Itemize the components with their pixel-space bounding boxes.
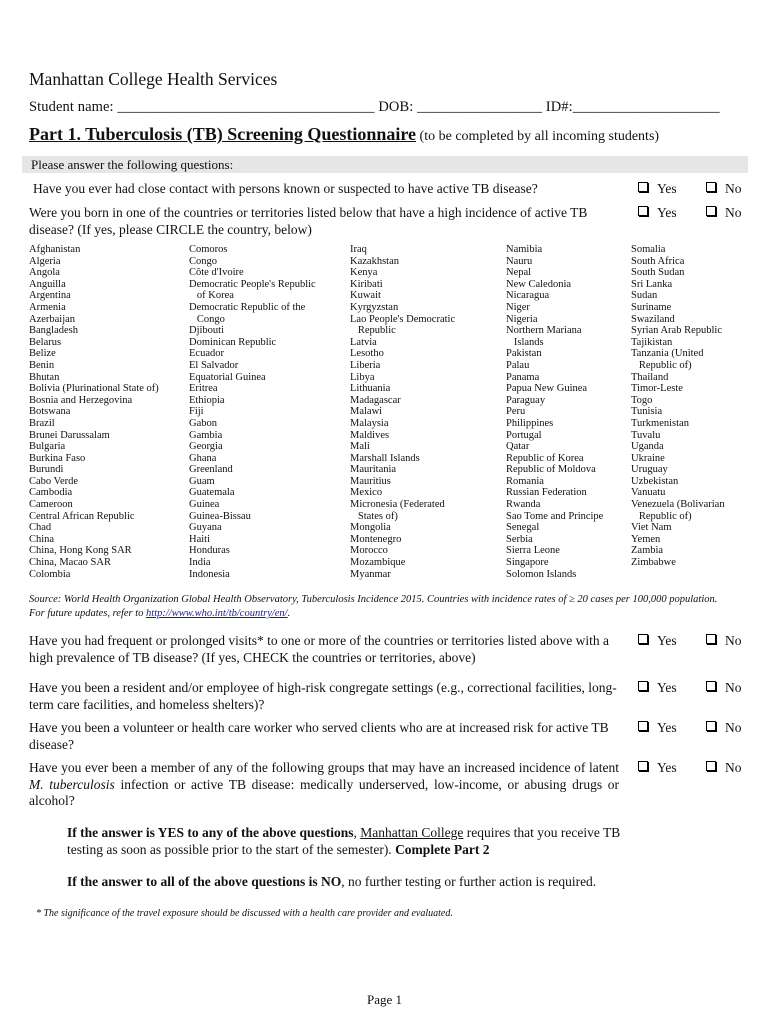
- country-item[interactable]: Thailand: [631, 371, 669, 383]
- country-list-col4: [506, 244, 603, 580]
- country-item[interactable]: Republic of Moldova: [506, 464, 596, 476]
- country-item[interactable]: Paraguay: [506, 394, 546, 406]
- student-info-line: Student name: ___________________________________ DOB: _________________ ID#:____________________: [29, 99, 720, 115]
- country-item[interactable]: Guatemala: [189, 487, 235, 499]
- question-frequent-visits: Have you had frequent or prolonged visits* to one or more of the countries or territories listed above with a high prevalence of TB disease? (If yes, CHECK the countries or territories, above): [29, 633, 609, 665]
- country-item[interactable]: El Salvador: [189, 359, 239, 371]
- country-item[interactable]: Sri Lanka: [631, 278, 673, 290]
- checkbox-icon[interactable]: [638, 761, 648, 771]
- country-item[interactable]: Mexico: [350, 487, 383, 499]
- no-instruction-body: , no further testing or further action is required.: [341, 874, 597, 889]
- country-item[interactable]: Angola: [29, 267, 60, 279]
- country-item[interactable]: Tuvalu: [631, 429, 661, 441]
- country-item[interactable]: Argentina: [29, 290, 71, 302]
- q6-no-option[interactable]: [706, 760, 742, 776]
- country-item[interactable]: Brunei Darussalam: [29, 429, 110, 441]
- part1-heading: [29, 124, 659, 145]
- country-item[interactable]: Uruguay: [631, 464, 668, 476]
- country-item[interactable]: Democratic Republic of the: [189, 301, 306, 313]
- country-item[interactable]: China, Macao SAR: [29, 557, 111, 569]
- country-item[interactable]: Vanuatu: [631, 487, 666, 499]
- country-list-col1: [29, 244, 159, 580]
- country-item[interactable]: Cabo Verde: [29, 475, 79, 487]
- country-item[interactable]: Malawi: [350, 406, 383, 418]
- country-list-col2: [189, 244, 316, 580]
- no-label: No: [725, 720, 742, 735]
- checkbox-icon[interactable]: [706, 721, 716, 731]
- country-item[interactable]: Georgia: [189, 441, 223, 453]
- country-item[interactable]: Bhutan: [29, 371, 60, 383]
- country-item[interactable]: Venezuela (Bolivarian: [631, 499, 725, 511]
- country-item[interactable]: Dominican Republic: [189, 336, 277, 348]
- country-item[interactable]: Kuwait: [350, 290, 381, 302]
- country-item[interactable]: Mauritania: [350, 464, 397, 476]
- country-item[interactable]: Equatorial Guinea: [189, 371, 266, 383]
- country-item[interactable]: Swaziland: [631, 313, 675, 325]
- country-item[interactable]: Azerbaijan: [29, 313, 76, 325]
- country-item[interactable]: Republic of Korea: [506, 452, 584, 464]
- country-item[interactable]: Panama: [506, 371, 540, 383]
- country-item[interactable]: Burkina Faso: [29, 452, 86, 464]
- country-item[interactable]: Timor-Leste: [631, 383, 683, 395]
- country-item[interactable]: Islands: [506, 336, 544, 348]
- country-item[interactable]: Malaysia: [350, 417, 389, 429]
- q5-no-option[interactable]: [706, 720, 742, 736]
- country-item[interactable]: Guyana: [189, 522, 222, 534]
- part1-subtitle: (to be completed by all incoming students): [416, 129, 660, 144]
- q6-yes-option[interactable]: [638, 760, 677, 776]
- country-item[interactable]: Nigeria: [506, 313, 538, 325]
- country-item[interactable]: Cameroon: [29, 499, 73, 511]
- country-item[interactable]: India: [189, 557, 211, 569]
- country-item[interactable]: Nauru: [506, 255, 533, 267]
- country-item[interactable]: Portugal: [506, 429, 542, 441]
- country-item[interactable]: States of): [350, 510, 398, 522]
- country-item[interactable]: Iraq: [350, 244, 367, 255]
- country-item[interactable]: of Korea: [189, 290, 234, 302]
- country-item[interactable]: Guinea: [189, 499, 220, 511]
- country-item[interactable]: Sierra Leone: [506, 545, 560, 557]
- country-item[interactable]: Latvia: [350, 336, 377, 348]
- country-item[interactable]: Togo: [631, 394, 653, 406]
- no-instruction-lead: If the answer to all of the above questions is NO: [67, 874, 342, 889]
- country-item[interactable]: Ghana: [189, 452, 217, 464]
- country-item[interactable]: Zimbabwe: [631, 557, 676, 569]
- country-item[interactable]: Republic of): [631, 359, 692, 371]
- country-item[interactable]: Greenland: [189, 464, 233, 476]
- checkbox-icon[interactable]: [638, 206, 648, 216]
- q3-no-option[interactable]: [706, 633, 742, 649]
- country-item[interactable]: Fiji: [189, 406, 204, 418]
- page-number: Page 1: [367, 992, 403, 1007]
- institution-title: Manhattan College Health Services: [29, 69, 278, 89]
- country-item[interactable]: Mongolia: [350, 522, 391, 534]
- no-label: No: [725, 205, 742, 220]
- country-item[interactable]: Mali: [350, 441, 370, 453]
- yes-label: Yes: [657, 720, 677, 735]
- question-congregate-settings: Have you been a resident and/or employee of high-risk congregate settings (e.g., correctional facilities, long-term care facilities, and homeless shelters)?: [29, 680, 617, 712]
- country-item[interactable]: Russian Federation: [506, 487, 587, 499]
- q6-emphasis: M. tuberculosis: [29, 776, 115, 792]
- country-item[interactable]: Montenegro: [350, 533, 402, 545]
- question-health-care-worker: Have you been a volunteer or health care worker who served clients who are at increased risk for active TB disease?: [29, 720, 609, 752]
- country-item[interactable]: Maldives: [350, 429, 390, 441]
- country-item[interactable]: Sudan: [631, 290, 658, 302]
- country-item[interactable]: Lesotho: [350, 348, 384, 360]
- no-label: No: [725, 181, 742, 196]
- country-list-col3: [350, 244, 455, 580]
- country-item[interactable]: Gabon: [189, 417, 217, 429]
- country-item[interactable]: South Sudan: [631, 267, 685, 279]
- country-item[interactable]: Mauritius: [350, 475, 391, 487]
- country-item[interactable]: Belarus: [29, 336, 62, 348]
- country-item[interactable]: Morocco: [350, 545, 388, 557]
- country-item[interactable]: Côte d'Ivoire: [189, 267, 244, 279]
- country-item[interactable]: Burundi: [29, 464, 64, 476]
- country-item[interactable]: Nicaragua: [506, 290, 550, 302]
- country-item[interactable]: Tajikistan: [631, 336, 673, 348]
- country-item[interactable]: Kiribati: [350, 278, 383, 290]
- no-label: No: [725, 633, 742, 648]
- q5-yes-option[interactable]: [638, 720, 677, 736]
- checkbox-icon[interactable]: [706, 206, 716, 216]
- country-item[interactable]: Marshall Islands: [350, 452, 420, 464]
- country-item[interactable]: Colombia: [29, 568, 71, 580]
- country-item[interactable]: Suriname: [631, 301, 672, 313]
- country-item[interactable]: New Caledonia: [506, 278, 572, 290]
- country-item[interactable]: Papua New Guinea: [506, 383, 588, 395]
- country-item[interactable]: Guam: [189, 475, 215, 487]
- country-item[interactable]: Congo: [189, 313, 225, 325]
- country-item[interactable]: Kyrgyzstan: [350, 301, 399, 313]
- country-item[interactable]: Belize: [29, 348, 56, 360]
- country-item[interactable]: Ethiopia: [189, 394, 225, 406]
- country-item[interactable]: Kazakhstan: [350, 255, 399, 267]
- country-item[interactable]: Indonesia: [189, 568, 230, 580]
- complete-part2: Complete Part 2: [395, 841, 490, 857]
- q6-text-a: Have you ever been a member of any of the following groups that may have an increased incidence of latent: [29, 760, 619, 775]
- country-item[interactable]: Micronesia (Federated: [350, 499, 445, 511]
- country-item[interactable]: Turkmenistan: [631, 417, 689, 429]
- country-item[interactable]: Ukraine: [631, 452, 665, 464]
- country-item[interactable]: Botswana: [29, 406, 71, 418]
- country-item[interactable]: Nepal: [506, 267, 532, 279]
- footnote: * The significance of the travel exposure should be discussed with a health care provider and evaluated.: [36, 908, 453, 919]
- yes-instruction: [67, 825, 657, 858]
- country-item[interactable]: Uzbekistan: [631, 475, 679, 487]
- country-list-col5: [631, 244, 725, 569]
- country-item[interactable]: Lao People's Democratic: [350, 313, 456, 325]
- country-item[interactable]: Tanzania (United: [631, 348, 704, 360]
- question-close-contact: Have you ever had close contact with persons known or suspected to have active TB disease?: [33, 181, 538, 196]
- yes-label: Yes: [657, 633, 677, 648]
- country-item[interactable]: Bulgaria: [29, 441, 66, 453]
- country-item[interactable]: Benin: [29, 359, 55, 371]
- country-item[interactable]: Guinea-Bissau: [189, 510, 251, 522]
- question-high-risk-groups: [29, 760, 619, 810]
- country-item[interactable]: Northern Mariana: [506, 325, 582, 337]
- checkbox-icon[interactable]: [638, 681, 648, 691]
- country-item[interactable]: Myanmar: [350, 568, 391, 580]
- checkbox-icon[interactable]: [706, 634, 716, 644]
- country-item[interactable]: Madagascar: [350, 394, 401, 406]
- q4-no-option[interactable]: [706, 680, 742, 696]
- q3-yes-option[interactable]: [638, 633, 677, 649]
- country-item[interactable]: Eritrea: [189, 383, 218, 395]
- country-item[interactable]: South Africa: [631, 255, 685, 267]
- country-item[interactable]: Cambodia: [29, 487, 73, 499]
- country-item[interactable]: Gambia: [189, 429, 223, 441]
- checkbox-icon[interactable]: [706, 761, 716, 771]
- country-item[interactable]: Mozambique: [350, 557, 406, 569]
- country-item[interactable]: China, Hong Kong SAR: [29, 545, 132, 557]
- q1-no-option[interactable]: [706, 181, 742, 197]
- yes-instruction-sep: ,: [353, 825, 361, 840]
- who-link[interactable]: http://www.who.int/tb/country/en/: [146, 608, 288, 619]
- college-name: Manhattan College: [360, 825, 464, 840]
- country-item[interactable]: Pakistan: [506, 348, 542, 360]
- country-item[interactable]: Armenia: [29, 301, 66, 313]
- country-item[interactable]: Yemen: [631, 533, 661, 545]
- country-item[interactable]: Brazil: [29, 417, 55, 429]
- q4-yes-option[interactable]: [638, 680, 677, 696]
- yes-label: Yes: [657, 760, 677, 775]
- no-instruction: [67, 874, 657, 891]
- country-item[interactable]: Democratic People's Republic: [189, 278, 316, 290]
- country-item[interactable]: Syrian Arab Republic: [631, 325, 722, 337]
- country-item[interactable]: Somalia: [631, 244, 666, 255]
- country-item[interactable]: Viet Nam: [631, 522, 672, 534]
- country-item[interactable]: Niger: [506, 301, 530, 313]
- country-item[interactable]: Bosnia and Herzegovina: [29, 394, 133, 406]
- country-item[interactable]: Uganda: [631, 441, 664, 453]
- country-item[interactable]: Bangladesh: [29, 325, 78, 337]
- q2-yes-option[interactable]: [638, 205, 677, 221]
- country-item[interactable]: Zambia: [631, 545, 664, 557]
- instructions-band: [22, 156, 748, 173]
- yes-label: Yes: [657, 680, 677, 695]
- country-item[interactable]: Ecuador: [189, 348, 224, 360]
- q2-no-option[interactable]: [706, 205, 742, 221]
- country-item[interactable]: Chad: [29, 522, 52, 534]
- country-item[interactable]: Sao Tome and Principe: [506, 510, 604, 522]
- country-item[interactable]: Rwanda: [506, 499, 541, 511]
- part1-title: Part 1. Tuberculosis (TB) Screening Questionnaire: [29, 124, 417, 144]
- country-item[interactable]: Anguilla: [29, 278, 66, 290]
- no-label: No: [725, 760, 742, 775]
- yes-instruction-body: requires that you receive TB testing as soon as possible prior to the start of the semester).: [67, 825, 621, 857]
- checkbox-icon[interactable]: [706, 681, 716, 691]
- q1-yes-option[interactable]: [638, 181, 677, 197]
- source-note: [29, 593, 729, 621]
- checkbox-icon[interactable]: [638, 634, 648, 644]
- country-item[interactable]: Palau: [506, 359, 530, 371]
- country-item[interactable]: Bolivia (Plurinational State of): [29, 383, 159, 395]
- country-item[interactable]: Peru: [506, 406, 526, 418]
- country-item[interactable]: China: [29, 533, 55, 545]
- country-item[interactable]: Algeria: [29, 255, 61, 267]
- checkbox-icon[interactable]: [706, 182, 716, 192]
- yes-label: Yes: [657, 205, 677, 220]
- country-item[interactable]: Republic of): [631, 510, 692, 522]
- country-item[interactable]: Senegal: [506, 522, 540, 534]
- question-born-high-incidence: Were you born in one of the countries or territories listed below that have a high incidence of active TB disease? (If yes, please CIRCLE the country, below): [29, 205, 588, 237]
- source-end: .: [287, 608, 291, 619]
- q6-text-b: infection or active TB disease: medically underserved, low-income, or abusing drugs or alcohol?: [29, 776, 619, 808]
- country-item[interactable]: Qatar: [506, 441, 530, 453]
- country-item[interactable]: Serbia: [506, 533, 533, 545]
- instructions-band-label: Please answer the following questions:: [31, 157, 234, 172]
- country-item[interactable]: Djibouti: [189, 325, 225, 337]
- yes-instruction-lead: If the answer is YES to any of the above questions: [67, 825, 354, 840]
- country-item[interactable]: Libya: [350, 371, 375, 383]
- country-item[interactable]: Solomon Islands: [506, 568, 577, 580]
- country-item[interactable]: Kenya: [350, 267, 378, 279]
- checkbox-icon[interactable]: [638, 182, 648, 192]
- country-item[interactable]: Republic: [350, 325, 396, 337]
- source-text: Source: World Health Organization Global Health Observatory, Tuberculosis Incidence 2015. Countries with incidence rates of ≥ 20 cases per 100,000 population. For future updates, refer to: [29, 594, 718, 619]
- country-item[interactable]: Central African Republic: [29, 510, 135, 522]
- country-item[interactable]: Congo: [189, 255, 218, 267]
- country-item[interactable]: Comoros: [189, 244, 228, 255]
- yes-label: Yes: [657, 181, 677, 196]
- country-item[interactable]: Singapore: [506, 557, 549, 569]
- no-label: No: [725, 680, 742, 695]
- checkbox-icon[interactable]: [638, 721, 648, 731]
- country-item[interactable]: Lithuania: [350, 383, 391, 395]
- country-item[interactable]: Liberia: [350, 359, 381, 371]
- country-item[interactable]: Philippines: [506, 417, 554, 429]
- country-item[interactable]: Haiti: [189, 533, 210, 545]
- country-item[interactable]: Honduras: [189, 545, 230, 557]
- country-item[interactable]: Namibia: [506, 244, 543, 255]
- country-item[interactable]: Afghanistan: [29, 244, 81, 255]
- country-item[interactable]: Romania: [506, 475, 544, 487]
- country-item[interactable]: Tunisia: [631, 406, 663, 418]
